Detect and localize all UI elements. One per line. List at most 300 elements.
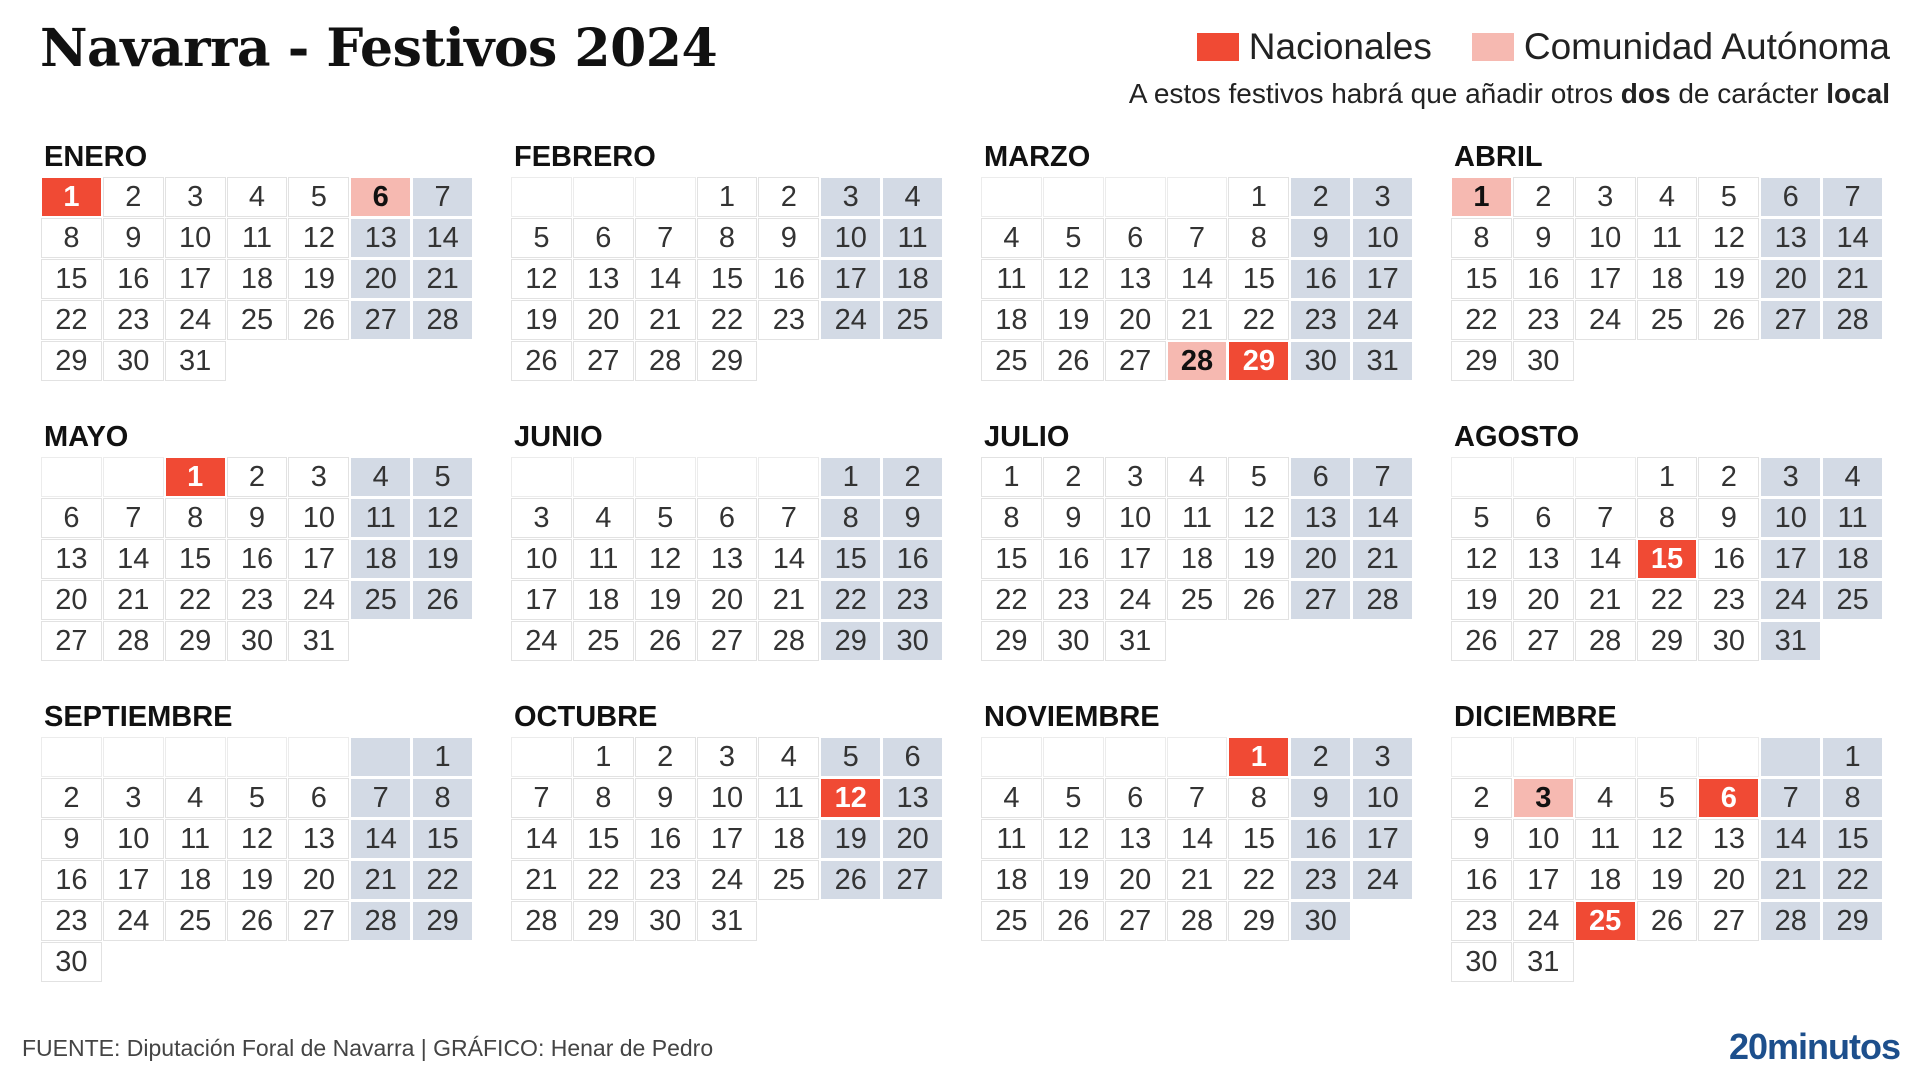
empty-cell [104,738,163,776]
day-cell: 5 [1699,178,1758,216]
day-cell: 18 [759,820,818,858]
day-cell: 30 [1699,622,1758,660]
day-cell: 21 [104,581,163,619]
day-cell: 21 [759,581,818,619]
day-cell: 12 [1044,820,1103,858]
day-cell: 24 [1576,301,1635,339]
day-cell: 13 [289,820,348,858]
month-name: ENERO [44,141,148,173]
blank-cell [351,342,410,380]
blank-cell [759,902,818,940]
day-cell-weekend: 28 [413,301,472,339]
day-cell: 12 [1229,499,1288,537]
day-cell: 27 [42,622,101,660]
day-cell-weekend: 12 [413,499,472,537]
empty-cell [574,178,633,216]
day-cell: 1 [698,178,757,216]
day-cell: 21 [512,861,571,899]
legend-label-autonomica: Comunidad Autónoma [1523,26,1890,67]
day-cell: 13 [1699,820,1758,858]
day-cell: 11 [1168,499,1227,537]
day-cell: 8 [574,779,633,817]
day-cell: 25 [1168,581,1227,619]
month-agosto [1452,420,1882,660]
day-cell: 18 [982,301,1041,339]
day-cell: 16 [1699,540,1758,578]
day-cell-weekend: 25 [351,581,410,619]
day-cell-weekend: 27 [1761,301,1820,339]
day-cell: 23 [1452,902,1511,940]
legend-label-nacionales: Nacionales [1248,26,1432,67]
day-cell: 11 [1638,219,1697,257]
legend-item-nacionales [1197,26,1432,68]
day-cell-weekend: 19 [821,820,880,858]
day-cell: 8 [1229,779,1288,817]
day-cell-weekend: 21 [1823,260,1882,298]
blank-cell [1638,342,1697,380]
day-cell: 25 [982,902,1041,940]
day-cell: 9 [636,779,695,817]
day-cell: 11 [228,219,287,257]
day-cell: 22 [166,581,225,619]
day-cell-weekend: 31 [1761,622,1820,660]
day-cell-weekend: 28 [351,902,410,940]
day-cell: 27 [574,342,633,380]
day-cell-weekend: 29 [413,902,472,940]
day-cell: 27 [1106,342,1165,380]
day-cell: 5 [289,178,348,216]
day-cell: 20 [42,581,101,619]
day-cell-weekend: 2 [1291,178,1350,216]
day-cell-weekend: 10 [1353,779,1412,817]
day-cell: 12 [1452,540,1511,578]
month-noviembre [982,700,1412,981]
day-cell-weekend: 1 [413,738,472,776]
note-middle: de carácter [1670,78,1827,109]
day-cell-weekend: 28 [1823,301,1882,339]
empty-cell [1761,738,1820,776]
day-cell: 9 [1452,820,1511,858]
month-grid [1452,178,1882,380]
day-cell: 30 [1452,943,1511,981]
day-cell: 18 [1576,861,1635,899]
day-cell-weekend: 7 [1761,779,1820,817]
month-name: SEPTIEMBRE [44,701,233,733]
day-cell-weekend: 20 [1291,540,1350,578]
day-cell: 23 [636,861,695,899]
day-cell: 11 [982,820,1041,858]
day-cell-weekend: 9 [883,499,942,537]
day-cell: 22 [42,301,101,339]
day-cell: 19 [289,260,348,298]
blank-cell [1291,622,1350,660]
day-cell: 19 [1638,861,1697,899]
empty-cell [698,458,757,496]
day-cell: 23 [1514,301,1573,339]
empty-cell [1044,738,1103,776]
day-cell: 21 [1168,861,1227,899]
empty-cell [1168,178,1227,216]
day-cell: 2 [636,738,695,776]
blank-cell [1823,342,1882,380]
month-junio [512,420,942,660]
day-cell-weekend: 26 [821,861,880,899]
day-cell: 21 [1576,581,1635,619]
day-cell-regional-holiday: 1 [1452,178,1511,216]
day-cell-weekend: 2 [1291,738,1350,776]
day-cell-weekend: 17 [1353,820,1412,858]
blank-cell [1638,943,1697,981]
month-marzo [982,140,1412,380]
day-cell: 2 [104,178,163,216]
day-cell-weekend: 8 [821,499,880,537]
day-cell-weekend: 17 [821,260,880,298]
page-title: Navarra - Festivos 2024 [40,18,718,79]
day-cell: 26 [512,342,571,380]
day-cell: 15 [1452,260,1511,298]
day-cell: 23 [228,581,287,619]
month-grid [512,458,942,660]
blank-cell [1761,943,1820,981]
day-cell-weekend: 3 [821,178,880,216]
day-cell-weekend: 3 [1353,178,1412,216]
day-cell-weekend: 31 [1353,342,1412,380]
day-cell: 25 [759,861,818,899]
month-name: JULIO [984,421,1070,453]
day-cell-weekend: 24 [821,301,880,339]
day-cell: 26 [1638,902,1697,940]
day-cell-regional-holiday: 6 [351,178,410,216]
day-cell-weekend: 11 [883,219,942,257]
day-cell: 29 [698,342,757,380]
day-cell: 30 [42,943,101,981]
day-cell-weekend: 13 [351,219,410,257]
day-cell-weekend: 29 [821,622,880,660]
blank-cell [1699,943,1758,981]
day-cell: 5 [1044,219,1103,257]
day-cell: 5 [1452,499,1511,537]
day-cell: 25 [574,622,633,660]
day-cell: 3 [1576,178,1635,216]
day-cell: 14 [104,540,163,578]
day-cell: 7 [104,499,163,537]
day-cell: 19 [1044,861,1103,899]
day-cell: 20 [574,301,633,339]
day-cell: 19 [1699,260,1758,298]
day-cell: 17 [289,540,348,578]
day-cell: 16 [228,540,287,578]
day-cell-regional-holiday: 28 [1168,342,1227,380]
empty-cell [512,458,571,496]
day-cell: 24 [1514,902,1573,940]
day-cell: 4 [1638,178,1697,216]
day-cell: 23 [42,902,101,940]
day-cell: 4 [574,499,633,537]
blank-cell [166,943,225,981]
day-cell-national-holiday: 15 [1638,540,1697,578]
day-cell-weekend: 7 [1353,458,1412,496]
day-cell: 15 [1229,260,1288,298]
day-cell: 19 [1452,581,1511,619]
blank-cell [883,902,942,940]
day-cell: 9 [104,219,163,257]
day-cell-weekend: 18 [883,260,942,298]
day-cell-weekend: 25 [883,301,942,339]
day-cell-weekend: 16 [1291,260,1350,298]
empty-cell [1106,738,1165,776]
day-cell-weekend: 30 [1291,342,1350,380]
day-cell: 7 [512,779,571,817]
day-cell: 9 [759,219,818,257]
day-cell-weekend: 16 [883,540,942,578]
day-cell: 24 [1106,581,1165,619]
day-cell: 5 [228,779,287,817]
day-cell-weekend: 21 [351,861,410,899]
blank-cell [1699,342,1758,380]
empty-cell [512,178,571,216]
day-cell: 4 [228,178,287,216]
day-cell: 4 [759,738,818,776]
day-cell: 18 [166,861,225,899]
empty-cell [1452,458,1511,496]
day-cell: 30 [1044,622,1103,660]
day-cell: 27 [1514,622,1573,660]
day-cell-weekend: 24 [1761,581,1820,619]
day-cell: 3 [698,738,757,776]
day-cell: 26 [289,301,348,339]
day-cell-weekend: 1 [1823,738,1882,776]
note-bold-dos: dos [1620,78,1671,109]
legend-swatch-nacionales [1197,33,1239,61]
day-cell: 13 [698,540,757,578]
day-cell-weekend: 22 [821,581,880,619]
day-cell-weekend: 21 [413,260,472,298]
day-cell: 16 [1514,260,1573,298]
empty-cell [1699,738,1758,776]
day-cell: 22 [698,301,757,339]
day-cell: 19 [512,301,571,339]
day-cell: 9 [1699,499,1758,537]
day-cell-weekend: 26 [413,581,472,619]
day-cell: 29 [1452,342,1511,380]
empty-cell [1638,738,1697,776]
day-cell: 23 [104,301,163,339]
month-mayo [42,420,472,660]
month-enero [42,140,472,380]
day-cell: 4 [1576,779,1635,817]
note-bold-local: local [1826,78,1890,109]
day-cell-national-holiday: 25 [1576,902,1635,940]
day-cell: 17 [698,820,757,858]
month-septiembre [42,700,472,981]
month-febrero [512,140,942,380]
day-cell: 2 [759,178,818,216]
blank-cell [883,342,942,380]
day-cell-weekend: 22 [1823,861,1882,899]
blank-cell [1353,622,1412,660]
day-cell-weekend: 4 [351,458,410,496]
month-grid [982,458,1412,660]
day-cell-weekend: 24 [1353,861,1412,899]
day-cell: 24 [698,861,757,899]
blank-cell [1761,342,1820,380]
month-name: MARZO [984,141,1091,173]
month-grid [1452,458,1882,660]
empty-cell [1168,738,1227,776]
day-cell-weekend: 8 [413,779,472,817]
day-cell-weekend: 14 [351,820,410,858]
day-cell: 27 [698,622,757,660]
day-cell-weekend: 23 [1291,861,1350,899]
month-name: JUNIO [514,421,603,453]
blank-cell [413,342,472,380]
day-cell-weekend: 30 [1291,902,1350,940]
empty-cell [1576,458,1635,496]
blank-cell [1168,622,1227,660]
empty-cell [1452,738,1511,776]
day-cell: 31 [1514,943,1573,981]
month-grid [42,178,472,380]
day-cell: 18 [1638,260,1697,298]
day-cell: 23 [1699,581,1758,619]
day-cell: 20 [289,861,348,899]
day-cell: 15 [982,540,1041,578]
day-cell-regional-holiday: 3 [1514,779,1573,817]
empty-cell [1514,738,1573,776]
day-cell: 6 [1106,779,1165,817]
blank-cell [351,943,410,981]
day-cell: 20 [1514,581,1573,619]
day-cell: 11 [166,820,225,858]
day-cell: 22 [1452,301,1511,339]
day-cell: 29 [42,342,101,380]
blank-cell [1229,622,1288,660]
month-julio [982,420,1412,660]
day-cell: 29 [166,622,225,660]
day-cell: 6 [698,499,757,537]
day-cell: 31 [289,622,348,660]
day-cell: 17 [1576,260,1635,298]
blank-cell [228,342,287,380]
day-cell-weekend: 13 [1291,499,1350,537]
day-cell: 15 [166,540,225,578]
day-cell: 16 [42,861,101,899]
day-cell: 22 [982,581,1041,619]
day-cell: 16 [1452,861,1511,899]
day-cell-weekend: 15 [413,820,472,858]
day-cell-weekend: 27 [351,301,410,339]
day-cell: 16 [759,260,818,298]
day-cell-national-holiday: 6 [1699,779,1758,817]
day-cell: 13 [1514,540,1573,578]
day-cell: 26 [1229,581,1288,619]
empty-cell [636,178,695,216]
day-cell: 11 [574,540,633,578]
day-cell: 16 [104,260,163,298]
day-cell: 10 [289,499,348,537]
day-cell: 20 [1106,861,1165,899]
day-cell: 3 [1106,458,1165,496]
day-cell: 5 [636,499,695,537]
day-cell: 14 [1168,260,1227,298]
day-cell: 22 [1229,301,1288,339]
day-cell: 19 [1044,301,1103,339]
day-cell-weekend: 21 [1761,861,1820,899]
legend-swatch-autonomica [1472,33,1514,61]
day-cell-weekend: 10 [1761,499,1820,537]
day-cell: 25 [1638,301,1697,339]
day-cell: 28 [104,622,163,660]
day-cell: 5 [512,219,571,257]
empty-cell [42,458,101,496]
day-cell: 13 [1106,260,1165,298]
day-cell: 8 [1229,219,1288,257]
day-cell: 22 [1638,581,1697,619]
day-cell: 18 [574,581,633,619]
day-cell-weekend: 2 [883,458,942,496]
month-name: MAYO [44,421,129,453]
empty-cell [574,458,633,496]
day-cell: 8 [982,499,1041,537]
day-cell-weekend: 7 [413,178,472,216]
day-cell: 28 [636,342,695,380]
day-cell: 21 [636,301,695,339]
day-cell-weekend: 23 [1291,301,1350,339]
day-cell: 4 [166,779,225,817]
day-cell: 28 [512,902,571,940]
blank-cell [228,943,287,981]
day-cell: 1 [982,458,1041,496]
day-cell: 22 [1229,861,1288,899]
day-cell-national-holiday: 12 [821,779,880,817]
empty-cell [351,738,410,776]
day-cell: 6 [574,219,633,257]
day-cell-weekend: 9 [1291,219,1350,257]
day-cell: 30 [636,902,695,940]
day-cell: 29 [982,622,1041,660]
month-grid [982,738,1412,940]
day-cell-weekend: 5 [413,458,472,496]
day-cell: 12 [228,820,287,858]
empty-cell [982,178,1041,216]
month-name: NOVIEMBRE [984,701,1160,733]
day-cell: 5 [1044,779,1103,817]
day-cell-weekend: 13 [1761,219,1820,257]
month-grid [42,458,472,660]
day-cell: 17 [512,581,571,619]
day-cell: 11 [982,260,1041,298]
day-cell: 14 [759,540,818,578]
month-grid [512,178,942,380]
day-cell: 3 [166,178,225,216]
day-cell: 2 [1044,458,1103,496]
day-cell: 14 [512,820,571,858]
day-cell: 27 [1699,902,1758,940]
empty-cell [759,458,818,496]
day-cell: 17 [1106,540,1165,578]
day-cell: 3 [104,779,163,817]
day-cell: 15 [698,260,757,298]
day-cell: 24 [512,622,571,660]
day-cell-weekend: 22 [413,861,472,899]
day-cell-weekend: 28 [1761,902,1820,940]
day-cell-weekend: 6 [1291,458,1350,496]
empty-cell [1044,178,1103,216]
month-name: FEBRERO [514,141,656,173]
day-cell: 12 [1638,820,1697,858]
blank-cell [1353,902,1412,940]
day-cell-weekend: 18 [1823,540,1882,578]
